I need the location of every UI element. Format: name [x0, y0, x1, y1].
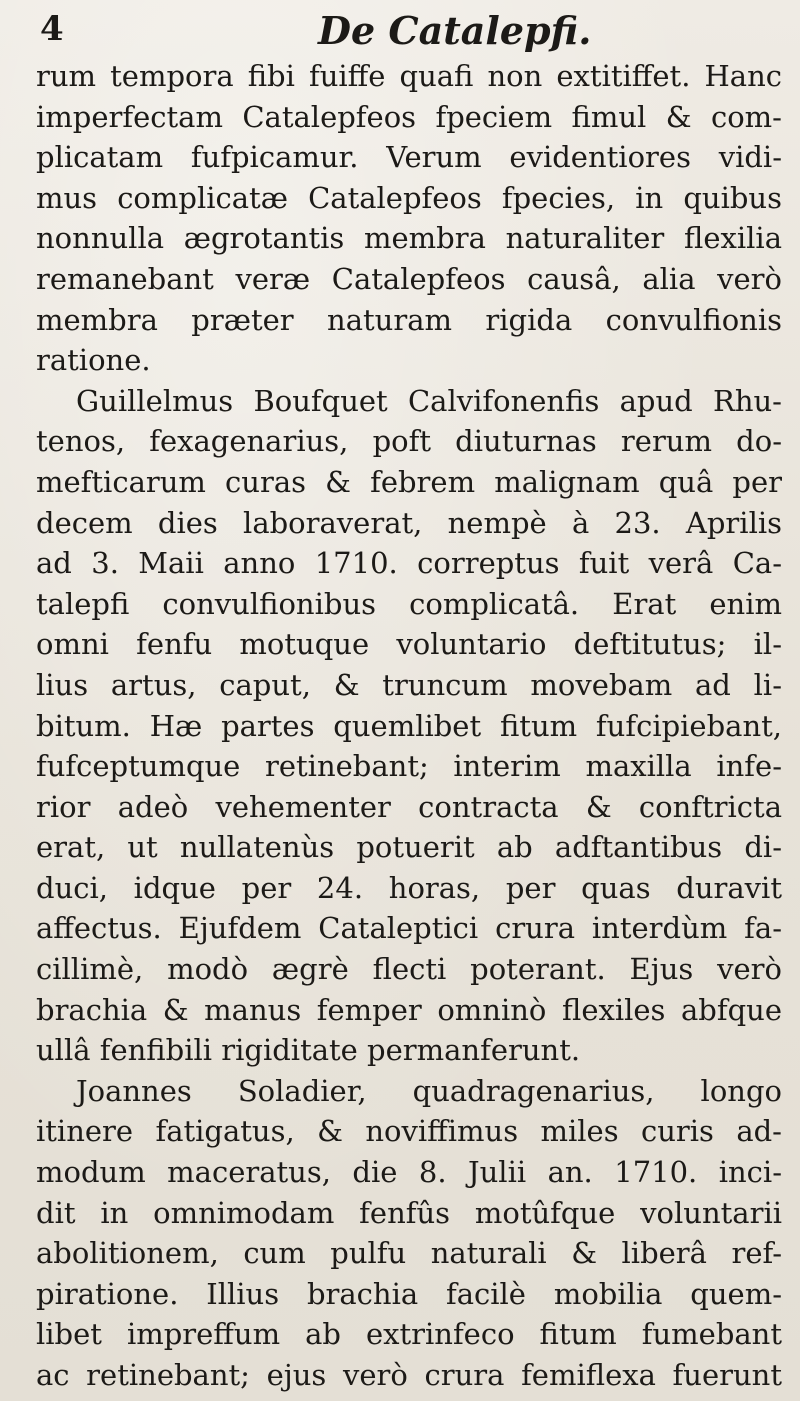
text-line: piratione. Illius brachia facilè mobilia quem-: [36, 1276, 782, 1311]
text-line: nonnulla ægrotantis membra naturaliter flexilia: [36, 221, 782, 256]
text-line: decem dies laboraverat, nempè à 23. Aprilis: [36, 505, 782, 540]
text-line: omni fenfu motuque voluntario deftitutus; il-: [36, 627, 782, 662]
text-line: bitum. Hæ partes quemlibet fitum fufcipiebant,: [36, 708, 782, 743]
text-line: duci, idque per 24. horas, per quas duravit: [36, 870, 782, 905]
text-line: rum tempora fibi fuiffe quafi non extitiffet. Hanc: [36, 59, 782, 93]
text-line: membra præter naturam rigida convulfionis: [36, 302, 782, 337]
text-line: imperfectam Catalepfeos fpeciem fimul & com-: [36, 99, 782, 134]
text-line: Guillelmus Boufquet Calvifonenfis apud Rhu-: [76, 383, 782, 418]
text-line: itinere fatigatus, & noviffimus miles curis ad-: [36, 1114, 782, 1149]
text-line: ratione.: [36, 343, 151, 378]
text-line: lius artus, caput, & truncum movebam ad li-: [36, 667, 782, 702]
text-line: ac retinebant; ejus verò crura femiflexa fuerunt: [36, 1358, 782, 1392]
text-line: remanebant veræ Catalepfeos causâ, alia verò: [36, 261, 782, 296]
text-line: fufceptumque retinebant; interim maxilla infe-: [36, 749, 782, 784]
text-line: cillimè, modò ægrè flecti poterant. Ejus verò: [36, 952, 782, 987]
page-number: 4: [40, 9, 64, 49]
text-line: affectus. Ejufdem Cataleptici crura interdùm fa-: [36, 911, 782, 946]
text-line: plicatam fufpicamur. Verum evidentiores vidi-: [36, 140, 782, 175]
body-text: [36, 56, 782, 1396]
running-title: De Catalepfi.: [318, 8, 592, 53]
text-line: ad 3. Maii anno 1710. correptus fuit verâ Ca-: [36, 546, 782, 581]
text-line: erat, ut nullatenùs potuerit ab adftantibus di-: [36, 830, 782, 865]
text-line: brachia & manus femper omninò flexiles abfque: [36, 992, 782, 1027]
text-line: ullâ fenfibili rigiditate permanferunt.: [36, 1033, 581, 1068]
text-line: rior adeò vehementer contracta & conftricta: [36, 789, 782, 824]
text-line: mus complicatæ Catalepfeos fpecies, in quibus: [36, 180, 782, 215]
text-line: dit in omnimodam fenfûs motûfque voluntarii: [36, 1195, 782, 1230]
text-line: modum maceratus, die 8. Julii an. 1710. inci-: [36, 1155, 782, 1190]
text-line: mefticarum curas & febrem malignam quâ per: [36, 464, 782, 499]
text-line: abolitionem, cum pulfu naturali & liberâ ref-: [36, 1236, 782, 1271]
text-line: talepfi convulfionibus complicatâ. Erat enim: [36, 586, 782, 621]
text-line: tenos, fexagenarius, poft diuturnas rerum do-: [36, 424, 782, 459]
text-line: libet impreffum ab extrinfeco fitum fumebant: [36, 1317, 782, 1352]
page-header: [0, 0, 800, 58]
text-line: Joannes Soladier, quadragenarius, longo: [76, 1073, 782, 1108]
